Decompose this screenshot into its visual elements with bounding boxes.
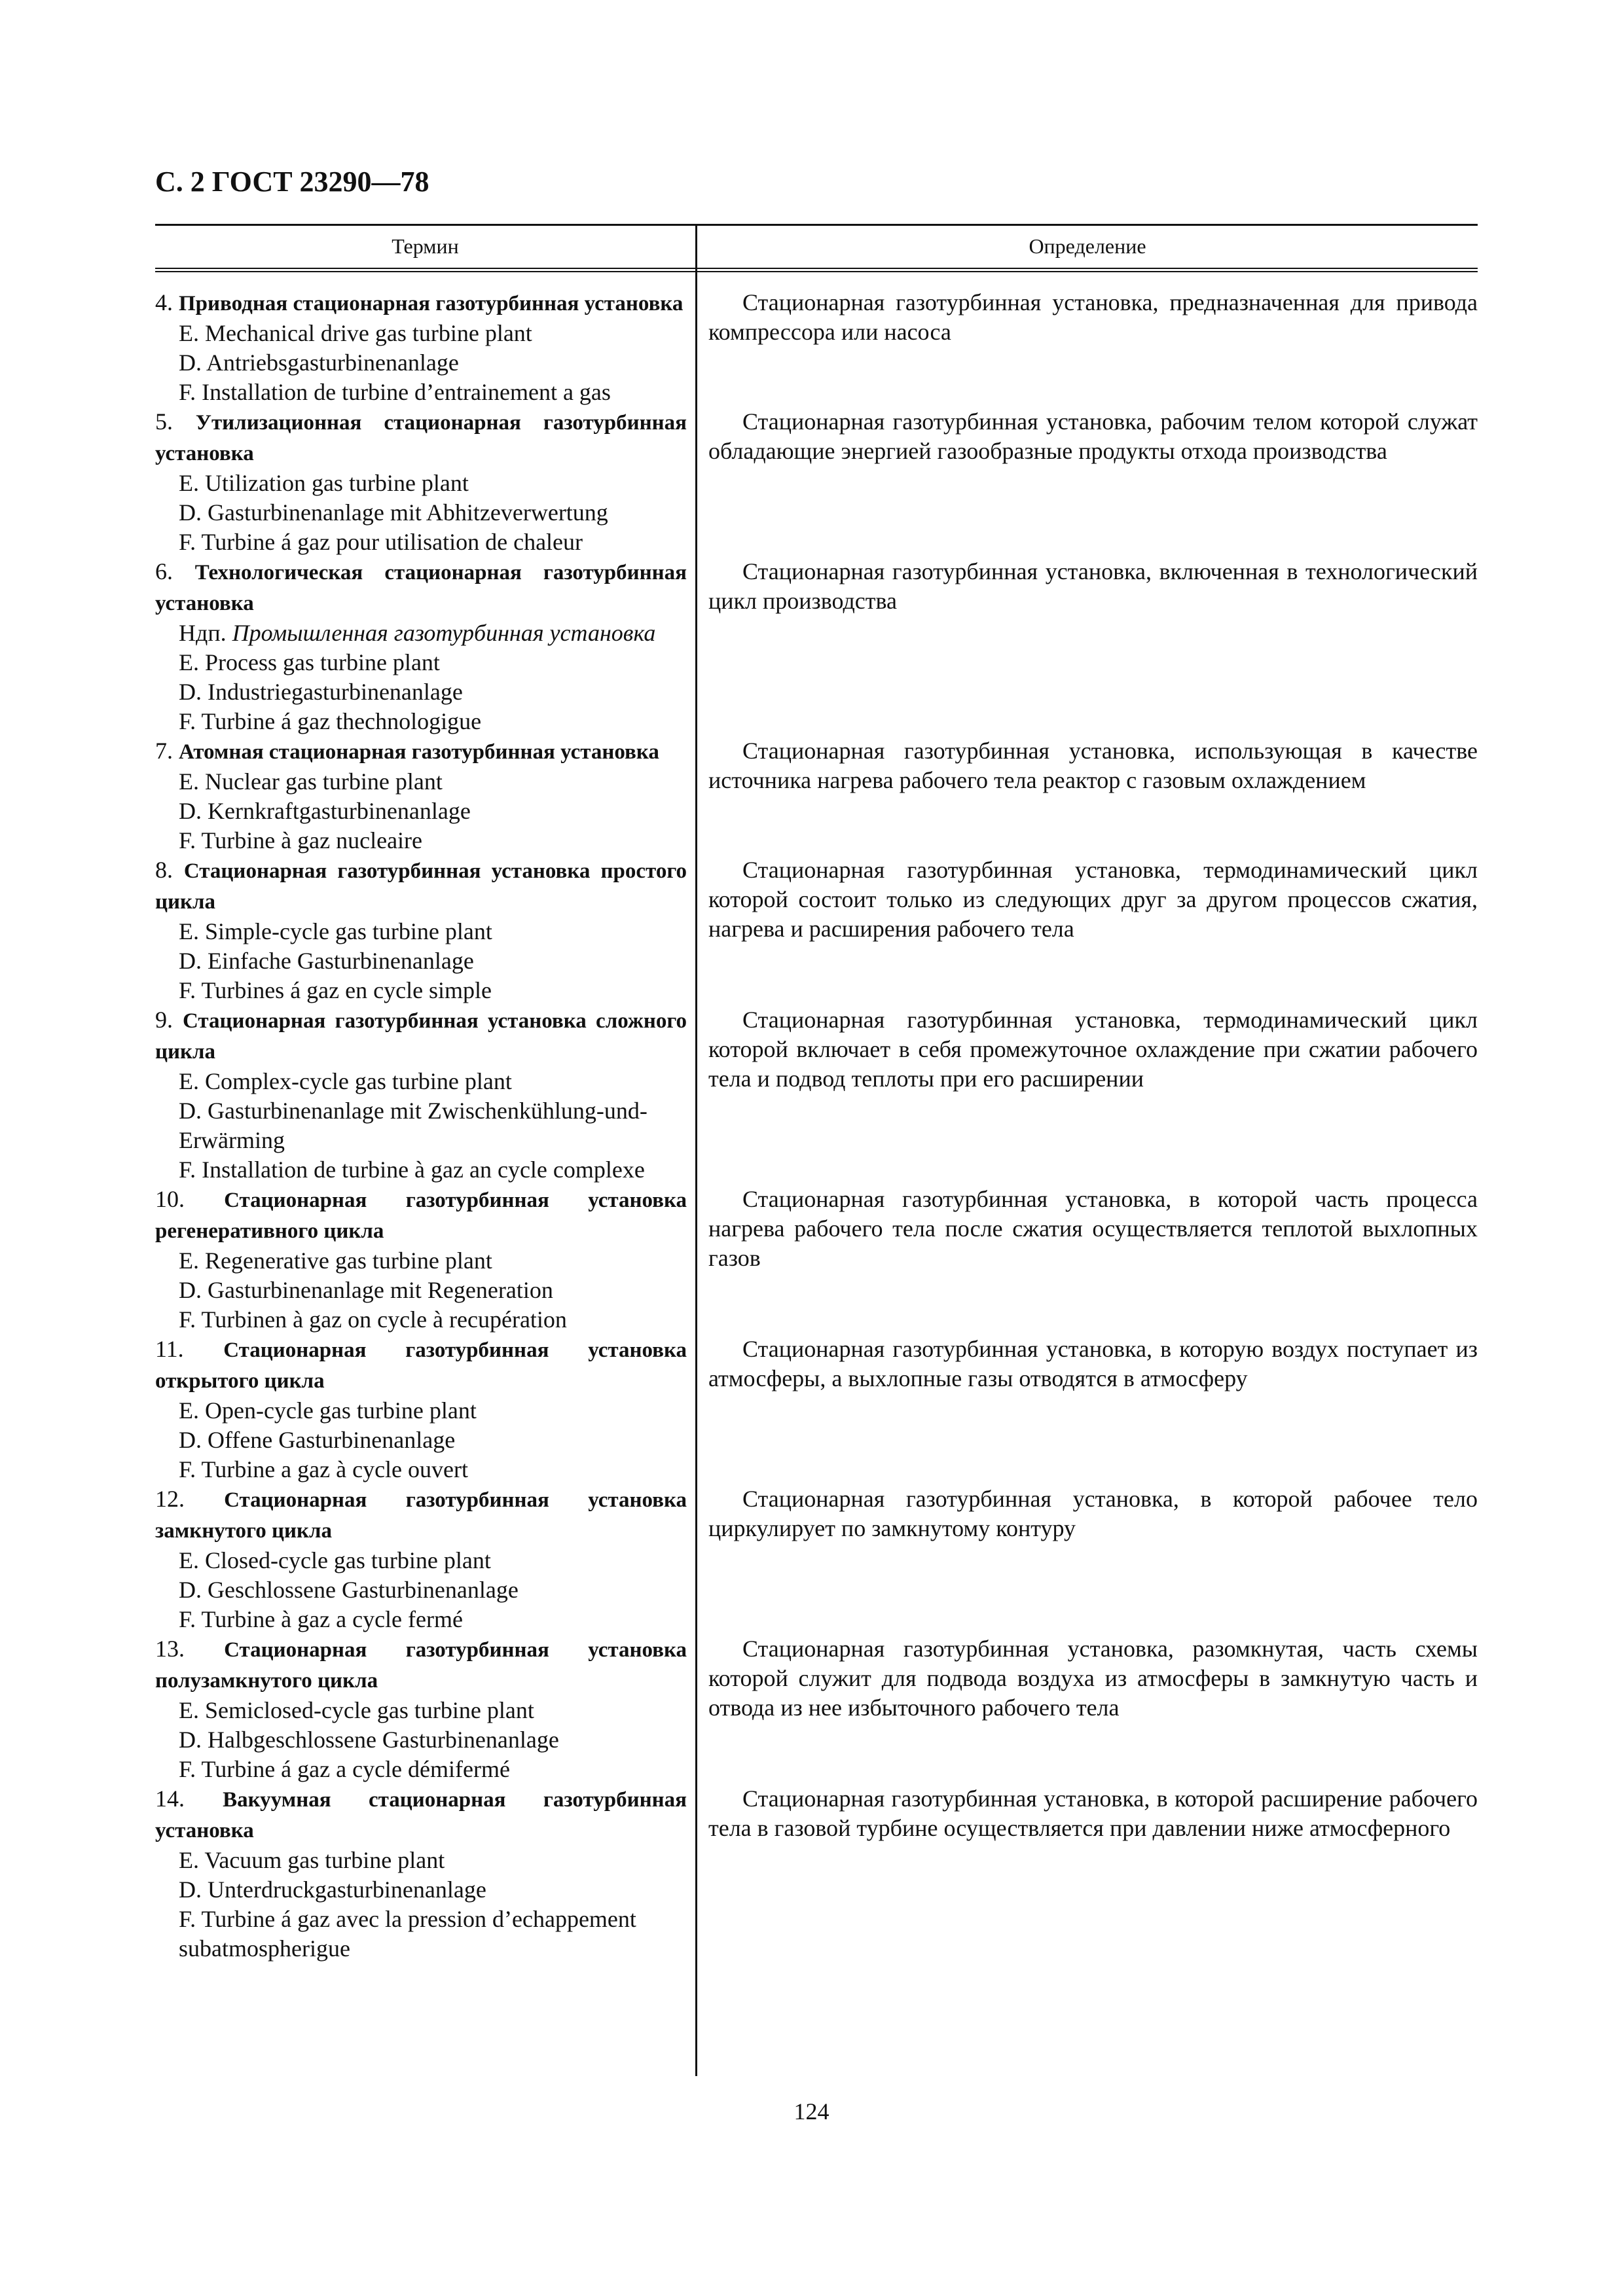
column-divider bbox=[695, 224, 697, 2076]
term-translation: E. Complex-cycle gas turbine plant bbox=[179, 1068, 512, 1094]
term-translation: F. Turbine á gaz pour utilisation de chaleur bbox=[179, 529, 583, 555]
term-translation: D. Antriebsgasturbinenanlage bbox=[179, 350, 459, 376]
term-translation: F. Turbine à gaz a cycle fermé bbox=[179, 1606, 463, 1632]
definitions-column bbox=[708, 288, 1478, 1964]
definition-entry: Стационарная газотурбинная установка, термодинамический цикл которой включает в себя промежуточное охлаждение при сжатии рабочего тела и подвод теплоты при его расширении bbox=[708, 1007, 1478, 1092]
term-translation: F. Turbine á gaz avec la pression d’echappement subatmospherigue bbox=[179, 1906, 636, 1962]
term-entry bbox=[155, 1784, 687, 1964]
term-name: Утилизационная стационарная газотурбинная установка bbox=[155, 411, 687, 465]
term-translation: E. Simple-cycle gas turbine plant bbox=[179, 918, 492, 944]
term-name: Стационарная газотурбинная установка простого цикла bbox=[155, 859, 687, 914]
term-title bbox=[155, 1784, 687, 1846]
term-title bbox=[155, 407, 687, 469]
term-translation: D. Gasturbinenanlage mit Abhitzeverwertung bbox=[179, 499, 608, 526]
terms-table bbox=[155, 224, 1478, 2076]
definition-entry: Стационарная газотурбинная установка, в которую воздух поступает из атмосферы, а выхлопные газы отводятся в атмосферу bbox=[708, 1336, 1478, 1391]
definition-entry: Стационарная газотурбинная установка, термодинамический цикл которой состоит только из следующих друг за другом процессов сжатия, нагрева и расширения рабочего тела bbox=[708, 857, 1478, 942]
term-title bbox=[155, 1185, 687, 1246]
definition-entry: Стационарная газотурбинная установка, включенная в технологический цикл производства bbox=[708, 558, 1478, 614]
term-number: 9. bbox=[155, 1007, 173, 1033]
term-name: Стационарная газотурбинная установка регенеративного цикла bbox=[155, 1189, 687, 1243]
term-number: 10. bbox=[155, 1186, 185, 1212]
terms-column bbox=[155, 288, 687, 1964]
deprecated-term-text: Промышленная газотурбинная установка bbox=[232, 620, 656, 646]
term-entry bbox=[155, 855, 687, 1005]
term-translation: E. Vacuum gas turbine plant bbox=[179, 1847, 445, 1873]
term-name: Стационарная газотурбинная установка сложного цикла bbox=[155, 1009, 687, 1064]
page-header: С. 2 ГОСТ 23290—78 bbox=[155, 166, 429, 198]
term-entry bbox=[155, 1005, 687, 1185]
term-translation: D. Kernkraftgasturbinenanlage bbox=[179, 798, 471, 824]
term-translation: D. Offene Gasturbinenanlage bbox=[179, 1427, 456, 1453]
term-translation: F. Turbines á gaz en cycle simple bbox=[179, 977, 492, 1003]
term-number: 8. bbox=[155, 857, 173, 883]
term-title bbox=[155, 1484, 687, 1546]
page-number: 124 bbox=[793, 2098, 830, 2125]
term-number: 7. bbox=[155, 738, 173, 764]
term-entry bbox=[155, 736, 687, 855]
definition-entry: Стационарная газотурбинная установка, использующая в качестве источника нагрева рабочего тела реактор с газовым охлаждением bbox=[708, 738, 1478, 793]
term-translation: F. Installation de turbine à gaz an cycle complexe bbox=[179, 1157, 645, 1183]
term-name: Технологическая стационарная газотурбинная установка bbox=[155, 561, 687, 615]
term-translation: F. Turbine á gaz thechnologigue bbox=[179, 708, 482, 734]
term-title bbox=[155, 288, 687, 319]
column-header-definition: Определение bbox=[1029, 234, 1146, 258]
term-name: Атомная стационарная газотурбинная установка bbox=[179, 740, 659, 764]
term-translation: E. Mechanical drive gas turbine plant bbox=[179, 320, 532, 346]
term-number: 14. bbox=[155, 1785, 185, 1812]
term-translation: F. Turbine à gaz nucleaire bbox=[179, 827, 423, 853]
term-translation: F. Turbine a gaz à cycle ouvert bbox=[179, 1456, 469, 1482]
term-title bbox=[155, 1005, 687, 1067]
term-entry bbox=[155, 1484, 687, 1634]
term-entry bbox=[155, 288, 687, 407]
header-rule bbox=[155, 268, 1478, 269]
term-translation: D. Unterdruckgasturbinenanlage bbox=[179, 1876, 486, 1903]
term-translation: D. Industriegasturbinenanlage bbox=[179, 679, 463, 705]
term-name: Стационарная газотурбинная установка открытого цикла bbox=[155, 1338, 687, 1393]
term-entry bbox=[155, 1335, 687, 1484]
term-translation: D. Halbgeschlossene Gasturbinenanlage bbox=[179, 1727, 559, 1753]
deprecated-term bbox=[155, 619, 687, 648]
deprecated-label: Ндп. bbox=[179, 620, 227, 646]
term-translation: E. Open-cycle gas turbine plant bbox=[179, 1397, 477, 1424]
term-title bbox=[155, 1335, 687, 1396]
term-name: Стационарная газотурбинная установка полузамкнутого цикла bbox=[155, 1638, 687, 1693]
definition-entry: Стационарная газотурбинная установка, в которой рабочее тело циркулирует по замкнутому контуру bbox=[708, 1486, 1478, 1541]
definition-entry: Стационарная газотурбинная установка, в которой часть процесса нагрева рабочего тела после сжатия осуществляется теплотой выхлопных газов bbox=[708, 1186, 1478, 1271]
term-translation: F. Turbine á gaz a cycle démifermé bbox=[179, 1756, 510, 1782]
definition-entry: Стационарная газотурбинная установка, в которой расширение рабочего тела в газовой турбине осуществляется при давлении ниже атмосферного bbox=[708, 1785, 1478, 1841]
term-translation: D. Gasturbinenanlage mit Zwischenkühlung-und-Erwärming bbox=[179, 1098, 647, 1153]
term-name: Стационарная газотурбинная установка замкнутого цикла bbox=[155, 1488, 687, 1543]
term-number: 12. bbox=[155, 1486, 185, 1512]
table-top-rule bbox=[155, 224, 1478, 226]
term-translation: F. Turbinen à gaz on cycle à recupération bbox=[179, 1306, 567, 1333]
term-translation: E. Regenerative gas turbine plant bbox=[179, 1247, 492, 1274]
column-header-term: Термин bbox=[392, 234, 459, 258]
term-translation: E. Nuclear gas turbine plant bbox=[179, 768, 443, 795]
term-translation: D. Einfache Gasturbinenanlage bbox=[179, 948, 474, 974]
term-entry bbox=[155, 1634, 687, 1784]
term-entry bbox=[155, 1185, 687, 1335]
term-translation: E. Semiclosed-cycle gas turbine plant bbox=[179, 1697, 534, 1723]
term-title bbox=[155, 1634, 687, 1696]
term-translation: E. Process gas turbine plant bbox=[179, 649, 440, 675]
term-translation: E. Utilization gas turbine plant bbox=[179, 470, 469, 496]
term-name: Вакуумная стационарная газотурбинная установка bbox=[155, 1788, 687, 1842]
definition-entry: Стационарная газотурбинная установка, предназначенная для привода компрессора или насоса bbox=[708, 289, 1478, 345]
term-number: 4. bbox=[155, 289, 173, 315]
term-number: 13. bbox=[155, 1636, 185, 1662]
term-number: 11. bbox=[155, 1336, 184, 1362]
term-title bbox=[155, 855, 687, 917]
term-entry bbox=[155, 407, 687, 557]
term-translation: F. Installation de turbine d’entrainement a gas bbox=[179, 379, 611, 405]
term-translation: D. Geschlossene Gasturbinenanlage bbox=[179, 1577, 519, 1603]
definition-entry: Стационарная газотурбинная установка, разомкнутая, часть схемы которой служит для подвода воздуха из атмосферы в замкнутую часть и отвода из нее избыточного рабочего тела bbox=[708, 1636, 1478, 1721]
term-translation: E. Closed-cycle gas turbine plant bbox=[179, 1547, 491, 1573]
definition-entry: Стационарная газотурбинная установка, рабочим телом которой служат обладающие энергией газообразные продукты отхода производства bbox=[708, 408, 1478, 464]
term-number: 5. bbox=[155, 408, 173, 435]
header-rule-double bbox=[155, 271, 1478, 272]
term-name: Приводная стационарная газотурбинная установка bbox=[179, 292, 684, 315]
term-title bbox=[155, 557, 687, 619]
term-number: 6. bbox=[155, 558, 173, 584]
term-title bbox=[155, 736, 687, 767]
term-entry bbox=[155, 557, 687, 736]
term-translation: D. Gasturbinenanlage mit Regeneration bbox=[179, 1277, 553, 1303]
